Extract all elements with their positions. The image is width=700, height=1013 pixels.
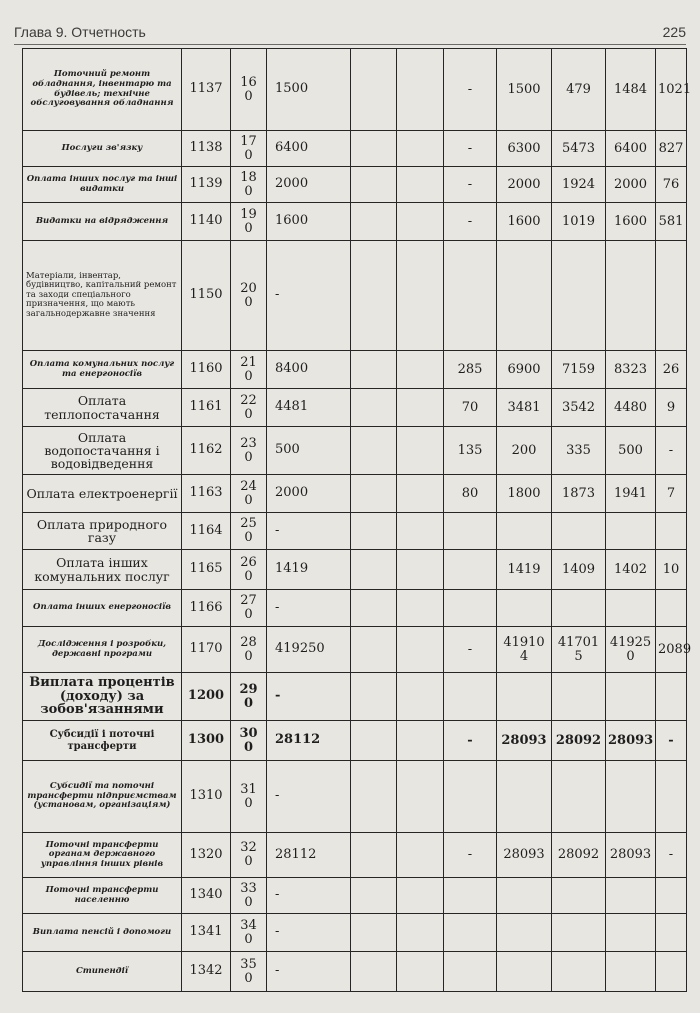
value-cell-c4 xyxy=(351,351,397,389)
value-cell-c4 xyxy=(351,627,397,673)
plan-value-cell: - xyxy=(267,761,351,833)
plan-value-cell: 2000 xyxy=(267,475,351,513)
value-cell-c6 xyxy=(444,914,497,952)
plan-value-cell: - xyxy=(267,878,351,914)
value-cell-c7: 6900 xyxy=(497,351,552,389)
value-cell-c10 xyxy=(656,241,687,351)
table-row xyxy=(23,673,687,721)
value-cell-c10 xyxy=(656,914,687,952)
value-cell-c10 xyxy=(656,513,687,550)
value-cell-c9 xyxy=(606,761,656,833)
value-cell-c9 xyxy=(606,513,656,550)
table-row xyxy=(23,721,687,761)
value-cell-c10 xyxy=(656,952,687,992)
code-cell: 1139 xyxy=(182,167,231,203)
value-cell-c4 xyxy=(351,167,397,203)
value-cell-c8: 7159 xyxy=(552,351,606,389)
value-cell-c4 xyxy=(351,241,397,351)
line-number-cell: 23 0 xyxy=(231,427,267,475)
value-cell-c4 xyxy=(351,878,397,914)
value-cell-c5 xyxy=(397,475,444,513)
plan-value-cell: - xyxy=(267,952,351,992)
line-number-cell: 35 0 xyxy=(231,952,267,992)
value-cell-c6 xyxy=(444,550,497,590)
value-cell-c9: 4480 xyxy=(606,389,656,427)
value-cell-c8: 41701 5 xyxy=(552,627,606,673)
line-number-cell: 27 0 xyxy=(231,590,267,627)
table-row xyxy=(23,241,687,351)
code-cell: 1310 xyxy=(182,761,231,833)
value-cell-c8 xyxy=(552,513,606,550)
table-row xyxy=(23,878,687,914)
item-name-cell: Поточні трансферти органам державного управління інших рівнів xyxy=(23,833,182,878)
value-cell-c5 xyxy=(397,550,444,590)
item-name-cell: Оплата теплопостачання xyxy=(23,389,182,427)
value-cell-c5 xyxy=(397,673,444,721)
value-cell-c4 xyxy=(351,427,397,475)
item-name-cell: Послуги зв'язку xyxy=(23,131,182,167)
line-number-cell: 34 0 xyxy=(231,914,267,952)
value-cell-c4 xyxy=(351,203,397,241)
value-cell-c6 xyxy=(444,952,497,992)
value-cell-c4 xyxy=(351,721,397,761)
value-cell-c10: - xyxy=(656,427,687,475)
plan-value-cell: 8400 xyxy=(267,351,351,389)
value-cell-c5 xyxy=(397,952,444,992)
code-cell: 1164 xyxy=(182,513,231,550)
item-name-cell: Стипендії xyxy=(23,952,182,992)
value-cell-c8 xyxy=(552,241,606,351)
value-cell-c7 xyxy=(497,673,552,721)
plan-value-cell: 1500 xyxy=(267,49,351,131)
value-cell-c6 xyxy=(444,878,497,914)
plan-value-cell: 500 xyxy=(267,427,351,475)
item-name-cell: Оплата водопостачання і водовідведення xyxy=(23,427,182,475)
value-cell-c6: - xyxy=(444,833,497,878)
table-row xyxy=(23,833,687,878)
value-cell-c4 xyxy=(351,673,397,721)
value-cell-c5 xyxy=(397,627,444,673)
code-cell: 1170 xyxy=(182,627,231,673)
value-cell-c8: 1873 xyxy=(552,475,606,513)
value-cell-c4 xyxy=(351,513,397,550)
value-cell-c5 xyxy=(397,427,444,475)
code-cell: 1300 xyxy=(182,721,231,761)
value-cell-c7: 41910 4 xyxy=(497,627,552,673)
value-cell-c5 xyxy=(397,351,444,389)
value-cell-c7 xyxy=(497,241,552,351)
value-cell-c6: 70 xyxy=(444,389,497,427)
value-cell-c4 xyxy=(351,590,397,627)
value-cell-c4 xyxy=(351,550,397,590)
item-name-cell: Поточний ремонт обладнання, інвентарю та будівель; технічне обслуговування обладнання xyxy=(23,49,182,131)
line-number-cell: 19 0 xyxy=(231,203,267,241)
value-cell-c9: 41925 0 xyxy=(606,627,656,673)
value-cell-c6: 285 xyxy=(444,351,497,389)
plan-value-cell: 419250 xyxy=(267,627,351,673)
value-cell-c5 xyxy=(397,167,444,203)
value-cell-c8: 1409 xyxy=(552,550,606,590)
table-row xyxy=(23,627,687,673)
value-cell-c5 xyxy=(397,761,444,833)
line-number-cell: 17 0 xyxy=(231,131,267,167)
item-name-cell: Оплата інших послуг та інші видатки xyxy=(23,167,182,203)
value-cell-c6: 80 xyxy=(444,475,497,513)
value-cell-c5 xyxy=(397,389,444,427)
plan-value-cell: 28112 xyxy=(267,721,351,761)
value-cell-c6: 135 xyxy=(444,427,497,475)
item-name-cell: Оплата інших комунальних послуг xyxy=(23,550,182,590)
table-row xyxy=(23,475,687,513)
value-cell-c7: 1600 xyxy=(497,203,552,241)
value-cell-c5 xyxy=(397,49,444,131)
line-number-cell: 33 0 xyxy=(231,878,267,914)
plan-value-cell: 1600 xyxy=(267,203,351,241)
value-cell-c5 xyxy=(397,833,444,878)
plan-value-cell: - xyxy=(267,241,351,351)
value-cell-c9: 28093 xyxy=(606,721,656,761)
value-cell-c9: 1484 xyxy=(606,49,656,131)
value-cell-c6 xyxy=(444,513,497,550)
value-cell-c6 xyxy=(444,241,497,351)
plan-value-cell: - xyxy=(267,914,351,952)
value-cell-c7: 1800 xyxy=(497,475,552,513)
header-rule xyxy=(14,44,686,45)
line-number-cell: 20 0 xyxy=(231,241,267,351)
code-cell: 1138 xyxy=(182,131,231,167)
plan-value-cell: - xyxy=(267,513,351,550)
plan-value-cell: 28112 xyxy=(267,833,351,878)
value-cell-c4 xyxy=(351,475,397,513)
item-name-cell: Виплата пенсій і допомоги xyxy=(23,914,182,952)
value-cell-c10: 581 xyxy=(656,203,687,241)
value-cell-c9 xyxy=(606,241,656,351)
value-cell-c6: - xyxy=(444,203,497,241)
item-name-cell: Субсидії і поточні трансферти xyxy=(23,721,182,761)
value-cell-c8: 479 xyxy=(552,49,606,131)
value-cell-c9: 1402 xyxy=(606,550,656,590)
code-cell: 1162 xyxy=(182,427,231,475)
page-number: 225 xyxy=(662,24,686,40)
table-row xyxy=(23,914,687,952)
code-cell: 1140 xyxy=(182,203,231,241)
item-name-cell: Поточні трансферти населенню xyxy=(23,878,182,914)
value-cell-c4 xyxy=(351,761,397,833)
report-table xyxy=(22,48,692,992)
code-cell: 1166 xyxy=(182,590,231,627)
value-cell-c9 xyxy=(606,673,656,721)
line-number-cell: 21 0 xyxy=(231,351,267,389)
item-name-cell: Субсидії та поточні трансферти підприємствам (установам, організаціям) xyxy=(23,761,182,833)
value-cell-c10: 7 xyxy=(656,475,687,513)
value-cell-c7: 1500 xyxy=(497,49,552,131)
table-row xyxy=(23,351,687,389)
value-cell-c4 xyxy=(351,49,397,131)
value-cell-c8: 5473 xyxy=(552,131,606,167)
table-row xyxy=(23,203,687,241)
value-cell-c5 xyxy=(397,721,444,761)
code-cell: 1340 xyxy=(182,878,231,914)
value-cell-c10: 9 xyxy=(656,389,687,427)
plan-value-cell: 2000 xyxy=(267,167,351,203)
value-cell-c6 xyxy=(444,673,497,721)
code-cell: 1342 xyxy=(182,952,231,992)
value-cell-c9: 8323 xyxy=(606,351,656,389)
value-cell-c7: 28093 xyxy=(497,721,552,761)
value-cell-c6: - xyxy=(444,131,497,167)
line-number-cell: 18 0 xyxy=(231,167,267,203)
value-cell-c7: 200 xyxy=(497,427,552,475)
table-row xyxy=(23,952,687,992)
value-cell-c8: 28092 xyxy=(552,833,606,878)
value-cell-c5 xyxy=(397,131,444,167)
value-cell-c4 xyxy=(351,131,397,167)
value-cell-c5 xyxy=(397,914,444,952)
value-cell-c8: 1019 xyxy=(552,203,606,241)
value-cell-c9: 1600 xyxy=(606,203,656,241)
value-cell-c9 xyxy=(606,878,656,914)
item-name-cell: Оплата інших енергоносіїв xyxy=(23,590,182,627)
line-number-cell: 28 0 xyxy=(231,627,267,673)
value-cell-c4 xyxy=(351,914,397,952)
value-cell-c8: 335 xyxy=(552,427,606,475)
value-cell-c10: 76 xyxy=(656,167,687,203)
plan-value-cell: 4481 xyxy=(267,389,351,427)
code-cell: 1200 xyxy=(182,673,231,721)
value-cell-c9 xyxy=(606,590,656,627)
value-cell-c7: 2000 xyxy=(497,167,552,203)
code-cell: 1160 xyxy=(182,351,231,389)
plan-value-cell: 1419 xyxy=(267,550,351,590)
value-cell-c6 xyxy=(444,761,497,833)
value-cell-c6: - xyxy=(444,627,497,673)
line-number-cell: 32 0 xyxy=(231,833,267,878)
value-cell-c10 xyxy=(656,878,687,914)
value-cell-c10: 10 xyxy=(656,550,687,590)
value-cell-c7 xyxy=(497,513,552,550)
table-row xyxy=(23,761,687,833)
table-row xyxy=(23,550,687,590)
value-cell-c9: 2000 xyxy=(606,167,656,203)
line-number-cell: 25 0 xyxy=(231,513,267,550)
value-cell-c9: 1941 xyxy=(606,475,656,513)
value-cell-c7 xyxy=(497,952,552,992)
line-number-cell: 30 0 xyxy=(231,721,267,761)
line-number-cell: 29 0 xyxy=(231,673,267,721)
value-cell-c10 xyxy=(656,761,687,833)
value-cell-c8 xyxy=(552,673,606,721)
value-cell-c7: 6300 xyxy=(497,131,552,167)
value-cell-c6 xyxy=(444,590,497,627)
table-row xyxy=(23,131,687,167)
value-cell-c8: 28092 xyxy=(552,721,606,761)
line-number-cell: 31 0 xyxy=(231,761,267,833)
value-cell-c7: 3481 xyxy=(497,389,552,427)
code-cell: 1320 xyxy=(182,833,231,878)
item-name-cell: Виплата процентів (доходу) за зобов'язаннями xyxy=(23,673,182,721)
value-cell-c5 xyxy=(397,513,444,550)
table-row xyxy=(23,49,687,131)
value-cell-c10 xyxy=(656,590,687,627)
value-cell-c4 xyxy=(351,389,397,427)
value-cell-c7 xyxy=(497,914,552,952)
value-cell-c5 xyxy=(397,241,444,351)
table-row xyxy=(23,590,687,627)
plan-value-cell: - xyxy=(267,590,351,627)
value-cell-c10: 26 xyxy=(656,351,687,389)
value-cell-c8: 3542 xyxy=(552,389,606,427)
value-cell-c9 xyxy=(606,914,656,952)
code-cell: 1341 xyxy=(182,914,231,952)
value-cell-c10: - xyxy=(656,833,687,878)
value-cell-c9: 28093 xyxy=(606,833,656,878)
value-cell-c8 xyxy=(552,952,606,992)
value-cell-c6: - xyxy=(444,49,497,131)
code-cell: 1137 xyxy=(182,49,231,131)
value-cell-c6: - xyxy=(444,721,497,761)
value-cell-c7: 28093 xyxy=(497,833,552,878)
value-cell-c4 xyxy=(351,833,397,878)
value-cell-c10: 2089 xyxy=(656,627,687,673)
line-number-cell: 22 0 xyxy=(231,389,267,427)
line-number-cell: 16 0 xyxy=(231,49,267,131)
value-cell-c10: 827 xyxy=(656,131,687,167)
value-cell-c9: 6400 xyxy=(606,131,656,167)
code-cell: 1165 xyxy=(182,550,231,590)
code-cell: 1163 xyxy=(182,475,231,513)
value-cell-c8 xyxy=(552,761,606,833)
value-cell-c5 xyxy=(397,590,444,627)
value-cell-c8 xyxy=(552,878,606,914)
value-cell-c10 xyxy=(656,673,687,721)
value-cell-c4 xyxy=(351,952,397,992)
value-cell-c7 xyxy=(497,761,552,833)
value-cell-c7 xyxy=(497,590,552,627)
value-cell-c10: 1021 xyxy=(656,49,687,131)
value-cell-c7 xyxy=(497,878,552,914)
item-name-cell: Оплата електроенергії xyxy=(23,475,182,513)
plan-value-cell: 6400 xyxy=(267,131,351,167)
value-cell-c9 xyxy=(606,952,656,992)
table-row xyxy=(23,389,687,427)
value-cell-c5 xyxy=(397,203,444,241)
value-cell-c5 xyxy=(397,878,444,914)
item-name-cell: Матеріали, інвентар, будівництво, капітальний ремонт та заходи спеціального призначення, що мають загальнодержавне значення xyxy=(23,241,182,351)
value-cell-c10: - xyxy=(656,721,687,761)
item-name-cell: Видатки на відрядження xyxy=(23,203,182,241)
plan-value-cell: - xyxy=(267,673,351,721)
code-cell: 1150 xyxy=(182,241,231,351)
table-row xyxy=(23,427,687,475)
value-cell-c6: - xyxy=(444,167,497,203)
item-name-cell: Оплата комунальних послуг та енергоносіїв xyxy=(23,351,182,389)
table-row xyxy=(23,513,687,550)
value-cell-c8 xyxy=(552,914,606,952)
value-cell-c8 xyxy=(552,590,606,627)
line-number-cell: 26 0 xyxy=(231,550,267,590)
line-number-cell: 24 0 xyxy=(231,475,267,513)
value-cell-c9: 500 xyxy=(606,427,656,475)
item-name-cell: Дослідження і розробки, державні програми xyxy=(23,627,182,673)
running-head xyxy=(14,24,686,44)
item-name-cell: Оплата природного газу xyxy=(23,513,182,550)
code-cell: 1161 xyxy=(182,389,231,427)
table-row xyxy=(23,167,687,203)
value-cell-c8: 1924 xyxy=(552,167,606,203)
chapter-title: Глава 9. Отчетность xyxy=(14,24,146,40)
value-cell-c7: 1419 xyxy=(497,550,552,590)
